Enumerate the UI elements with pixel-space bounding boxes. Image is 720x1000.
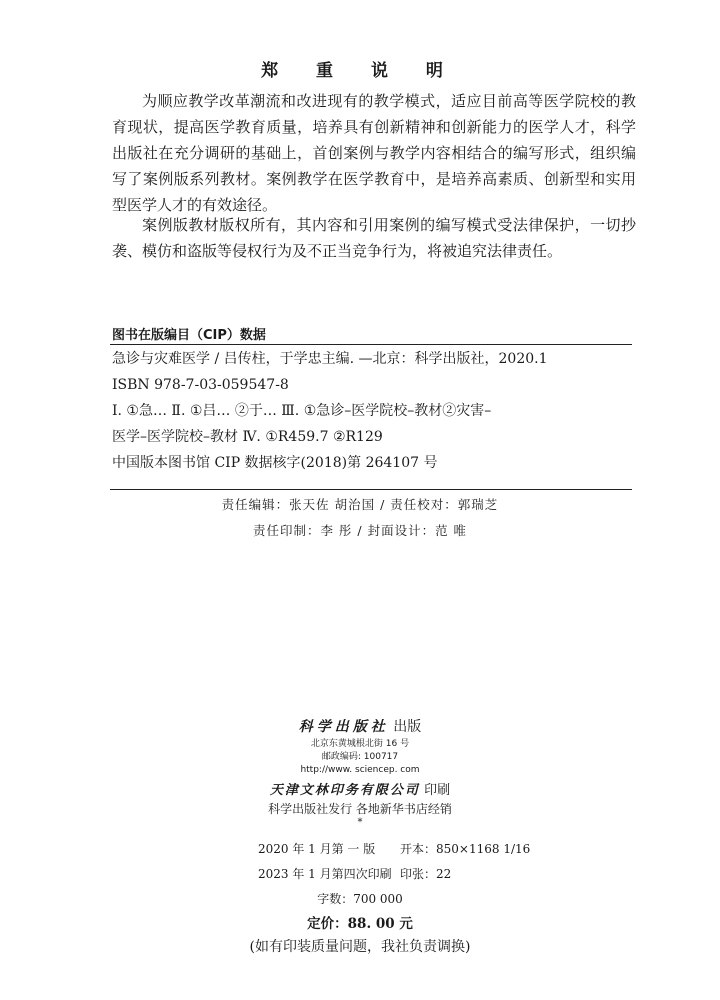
printer-suffix: 印刷 <box>424 783 451 798</box>
printing-date: 2023 年 1 月第四次印刷 <box>258 867 392 881</box>
editors-line-1: 责任编辑：张天佐 胡治国 / 责任校对：郭瑞芝 <box>221 497 499 512</box>
publisher-logo-text: 科学出版社 <box>298 719 389 735</box>
price: 定价：88. 00 元 <box>307 916 413 932</box>
cip-classification-line-1: Ⅰ. ①急… Ⅱ. ①吕… ②于… Ⅲ. ①急诊–医学院校–教材②灾害– <box>112 403 492 419</box>
page-title: 郑 重 说 明 <box>261 61 459 81</box>
cip-data-block <box>112 346 632 476</box>
statement-paragraph-1: 为顺应教学改革潮流和改进现有的教学模式，适应目前高等医学院校的教育现状，提高医学教育质量，培养具有创新精神和创新能力的医学人才，科学出版社在充分调研的基础上，首创案例与教学内容相结合的编写形式，组织编写了案例版系列教材。案例教学在医学教育中，是培养高素质、创新型和实用型医学人才的有效途径。 <box>112 92 636 214</box>
publisher-suffix: 出版 <box>393 719 422 735</box>
separator-asterisk: * <box>357 817 363 828</box>
cip-classification-line-2: 医学–医学院校–教材 Ⅳ. ①R459.7 ②R129 <box>112 429 383 445</box>
first-edition-date: 2020 年 1 月第 一 版 <box>258 842 376 856</box>
publisher-line <box>0 716 720 736</box>
cip-isbn: ISBN 978-7-03-059547-8 <box>112 377 289 393</box>
cip-top-rule <box>110 344 632 345</box>
cip-heading: 图书在版编目（CIP）数据 <box>112 328 266 343</box>
distribution-line: 科学出版社发行 各地新华书店经销 <box>268 802 452 816</box>
cip-record-number: 中国版本图书馆 CIP 数据核字(2018)第 264107 号 <box>112 455 438 471</box>
publisher-address: 北京东黄城根北街 16 号 <box>310 739 410 749</box>
quality-notice: (如有印装质量问题，我社负责调换) <box>249 939 471 955</box>
printer-name: 天津文林印务有限公司 <box>269 783 420 798</box>
statement-paragraph-2: 案例版教材版权所有，其内容和引用案例的编写模式受法律保护，一切抄袭、模仿和盗版等侵权行为及不正当竞争行为，将被追究法律责任。 <box>112 216 636 260</box>
printer-line <box>0 779 720 798</box>
word-count: 字数：700 000 <box>317 892 403 906</box>
publisher-postcode: 邮政编码: 100717 <box>321 752 399 762</box>
publisher-website: http://www. sciencep. com <box>300 765 420 775</box>
book-format: 开本：850×1168 1/16 <box>400 842 531 856</box>
cip-bottom-rule <box>110 489 632 490</box>
editors-line-2: 责任印制：李 彤 / 封面设计：范 唯 <box>252 523 468 538</box>
cip-title-line: 急诊与灾难医学 / 吕传柱，于学忠主编. —北京：科学出版社，2020.1 <box>112 351 548 367</box>
printed-sheets: 印张：22 <box>400 867 452 881</box>
